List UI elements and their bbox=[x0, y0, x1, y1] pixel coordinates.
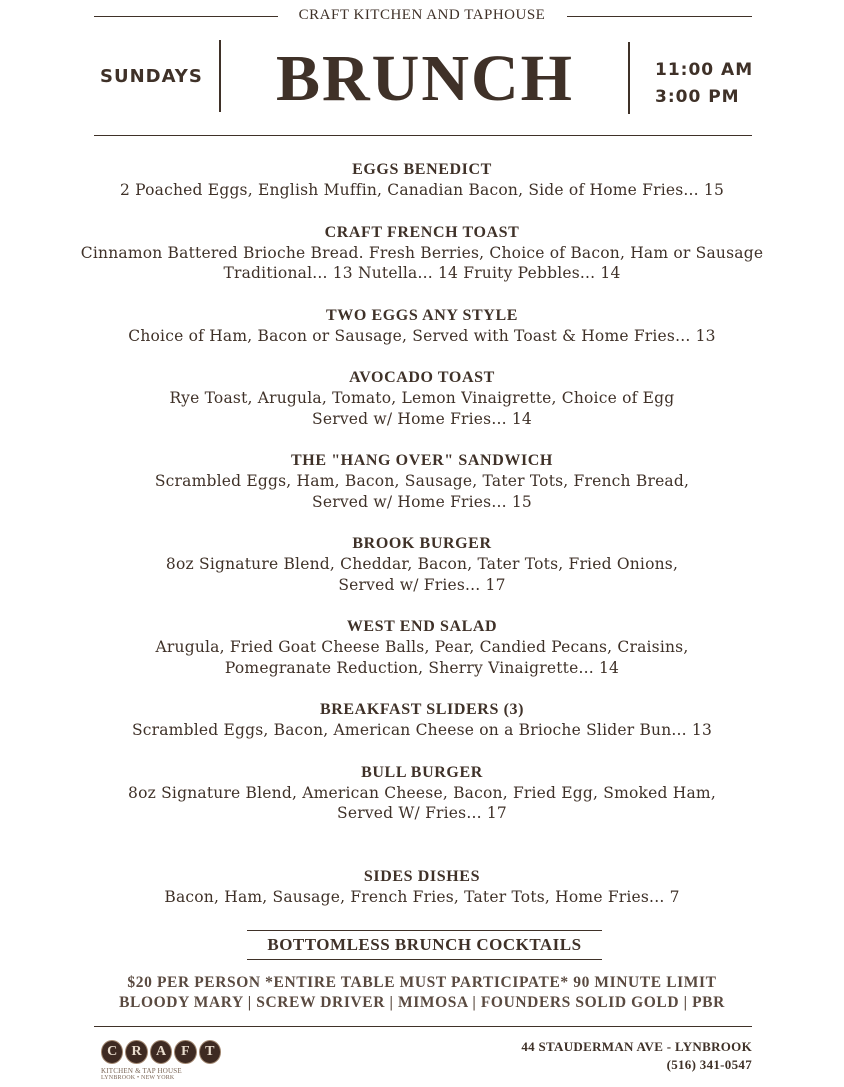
menu-item bbox=[0, 700, 844, 741]
day-label: SUNDAYS bbox=[100, 66, 203, 87]
menu-item-sides bbox=[0, 867, 844, 908]
logo-letter: A bbox=[150, 1040, 172, 1064]
logo-letter: F bbox=[174, 1040, 196, 1064]
menu-item-title: TWO EGGS ANY STYLE bbox=[325, 306, 519, 324]
menu-item-desc: 8oz Signature Blend, American Cheese, Bacon, Fried Egg, Smoked Ham, bbox=[128, 783, 716, 802]
menu-item bbox=[0, 306, 844, 347]
footer-rule bbox=[94, 1026, 752, 1027]
cocktails-info bbox=[0, 973, 844, 1013]
hours bbox=[655, 57, 753, 111]
address: 44 STAUDERMAN AVE - LYNBROOK bbox=[521, 1039, 752, 1054]
menu-item-desc: Choice of Ham, Bacon or Sausage, Served with Toast & Home Fries... 13 bbox=[128, 326, 716, 345]
menu-item-title: BREAKFAST SLIDERS (3) bbox=[319, 701, 525, 718]
menu-item-title: CRAFT FRENCH TOAST bbox=[324, 223, 520, 241]
menu-item bbox=[0, 160, 844, 201]
menu-item-desc: Bacon, Ham, Sausage, French Fries, Tater Tots, Home Fries... 7 bbox=[164, 887, 680, 906]
brand-name: CRAFT KITCHEN AND TAPHOUSE bbox=[0, 7, 844, 24]
menu-item-desc: Served w/ Fries... 17 bbox=[338, 575, 506, 594]
menu-item-desc: Pomegranate Reduction, Sherry Vinaigrette... 14 bbox=[224, 658, 620, 677]
hours-close: 3:00 PM bbox=[655, 87, 740, 107]
menu-item bbox=[0, 223, 844, 284]
logo-subtitle: KITCHEN & TAP HOUSE bbox=[101, 1067, 182, 1075]
menu-item-desc: Rye Toast, Arugula, Tomato, Lemon Vinaigrette, Choice of Egg bbox=[169, 389, 675, 407]
menu-item bbox=[0, 617, 844, 678]
menu-item-desc: Cinnamon Battered Brioche Bread. Fresh Berries, Choice of Bacon, Ham or Sausage bbox=[80, 243, 764, 262]
menu-item-desc: Scrambled Eggs, Ham, Bacon, Sausage, Tater Tots, French Bread, bbox=[154, 472, 690, 490]
logo-subtitle-location: LYNBROOK • NEW YORK bbox=[101, 1075, 175, 1081]
menu-item-desc: 2 Poached Eggs, English Muffin, Canadian Bacon, Side of Home Fries... 15 bbox=[119, 181, 725, 199]
menu-item-title: WEST END SALAD bbox=[346, 618, 498, 635]
logo-letter: R bbox=[125, 1040, 147, 1064]
menu-item-title: SIDES DISHES bbox=[363, 867, 481, 885]
cocktails-price: $20 PER PERSON *ENTIRE TABLE MUST PARTICIPATE* 90 MINUTE LIMIT bbox=[127, 974, 717, 991]
menu-item-title: BROOK BURGER bbox=[352, 535, 492, 552]
menu-item-desc: Served w/ Home Fries... 14 bbox=[312, 409, 532, 428]
menu-item-desc: Scrambled Eggs, Bacon, American Cheese on a Brioche Slider Bun... 13 bbox=[131, 721, 713, 739]
menu-item bbox=[0, 451, 844, 512]
logo-letter: T bbox=[199, 1040, 221, 1064]
menu-item-desc: Served W/ Fries... 17 bbox=[337, 804, 507, 822]
menu-item-desc: Served w/ Home Fries... 15 bbox=[312, 492, 532, 511]
menu-item bbox=[0, 368, 844, 429]
menu-item-desc: 8oz Signature Blend, Cheddar, Bacon, Tater Tots, Fried Onions, bbox=[165, 555, 679, 573]
menu-item-title: EGGS BENEDICT bbox=[352, 161, 492, 178]
header-rule bbox=[94, 135, 752, 136]
cocktails-heading-box bbox=[247, 930, 602, 960]
menu-item-desc: Traditional... 13 Nutella... 14 Fruity Pebbles... 14 bbox=[223, 264, 621, 282]
logo-letter: C bbox=[101, 1040, 123, 1064]
address-block bbox=[521, 1038, 752, 1074]
menu-item-title: THE "HANG OVER" SANDWICH bbox=[291, 452, 553, 469]
menu-list bbox=[0, 160, 844, 907]
menu-item-title: AVOCADO TOAST bbox=[349, 369, 495, 386]
phone: (516) 341-0547 bbox=[666, 1057, 752, 1072]
menu-item bbox=[0, 534, 844, 595]
craft-logo bbox=[101, 1040, 221, 1082]
logo-letters bbox=[101, 1040, 221, 1064]
cocktails-drinks: BLOODY MARY | SCREW DRIVER | MIMOSA | FOUNDERS SOLID GOLD | PBR bbox=[119, 994, 725, 1011]
menu-item-title: BULL BURGER bbox=[361, 763, 483, 781]
hours-open: 11:00 AM bbox=[655, 60, 754, 80]
cocktails-title: BOTTOMLESS BRUNCH COCKTAILS bbox=[267, 935, 582, 954]
header-divider-right bbox=[628, 42, 630, 114]
page-title: BRUNCH bbox=[275, 42, 574, 115]
menu-item-desc: Arugula, Fried Goat Cheese Balls, Pear, Candied Pecans, Craisins, bbox=[155, 638, 689, 656]
menu-item bbox=[0, 763, 844, 824]
